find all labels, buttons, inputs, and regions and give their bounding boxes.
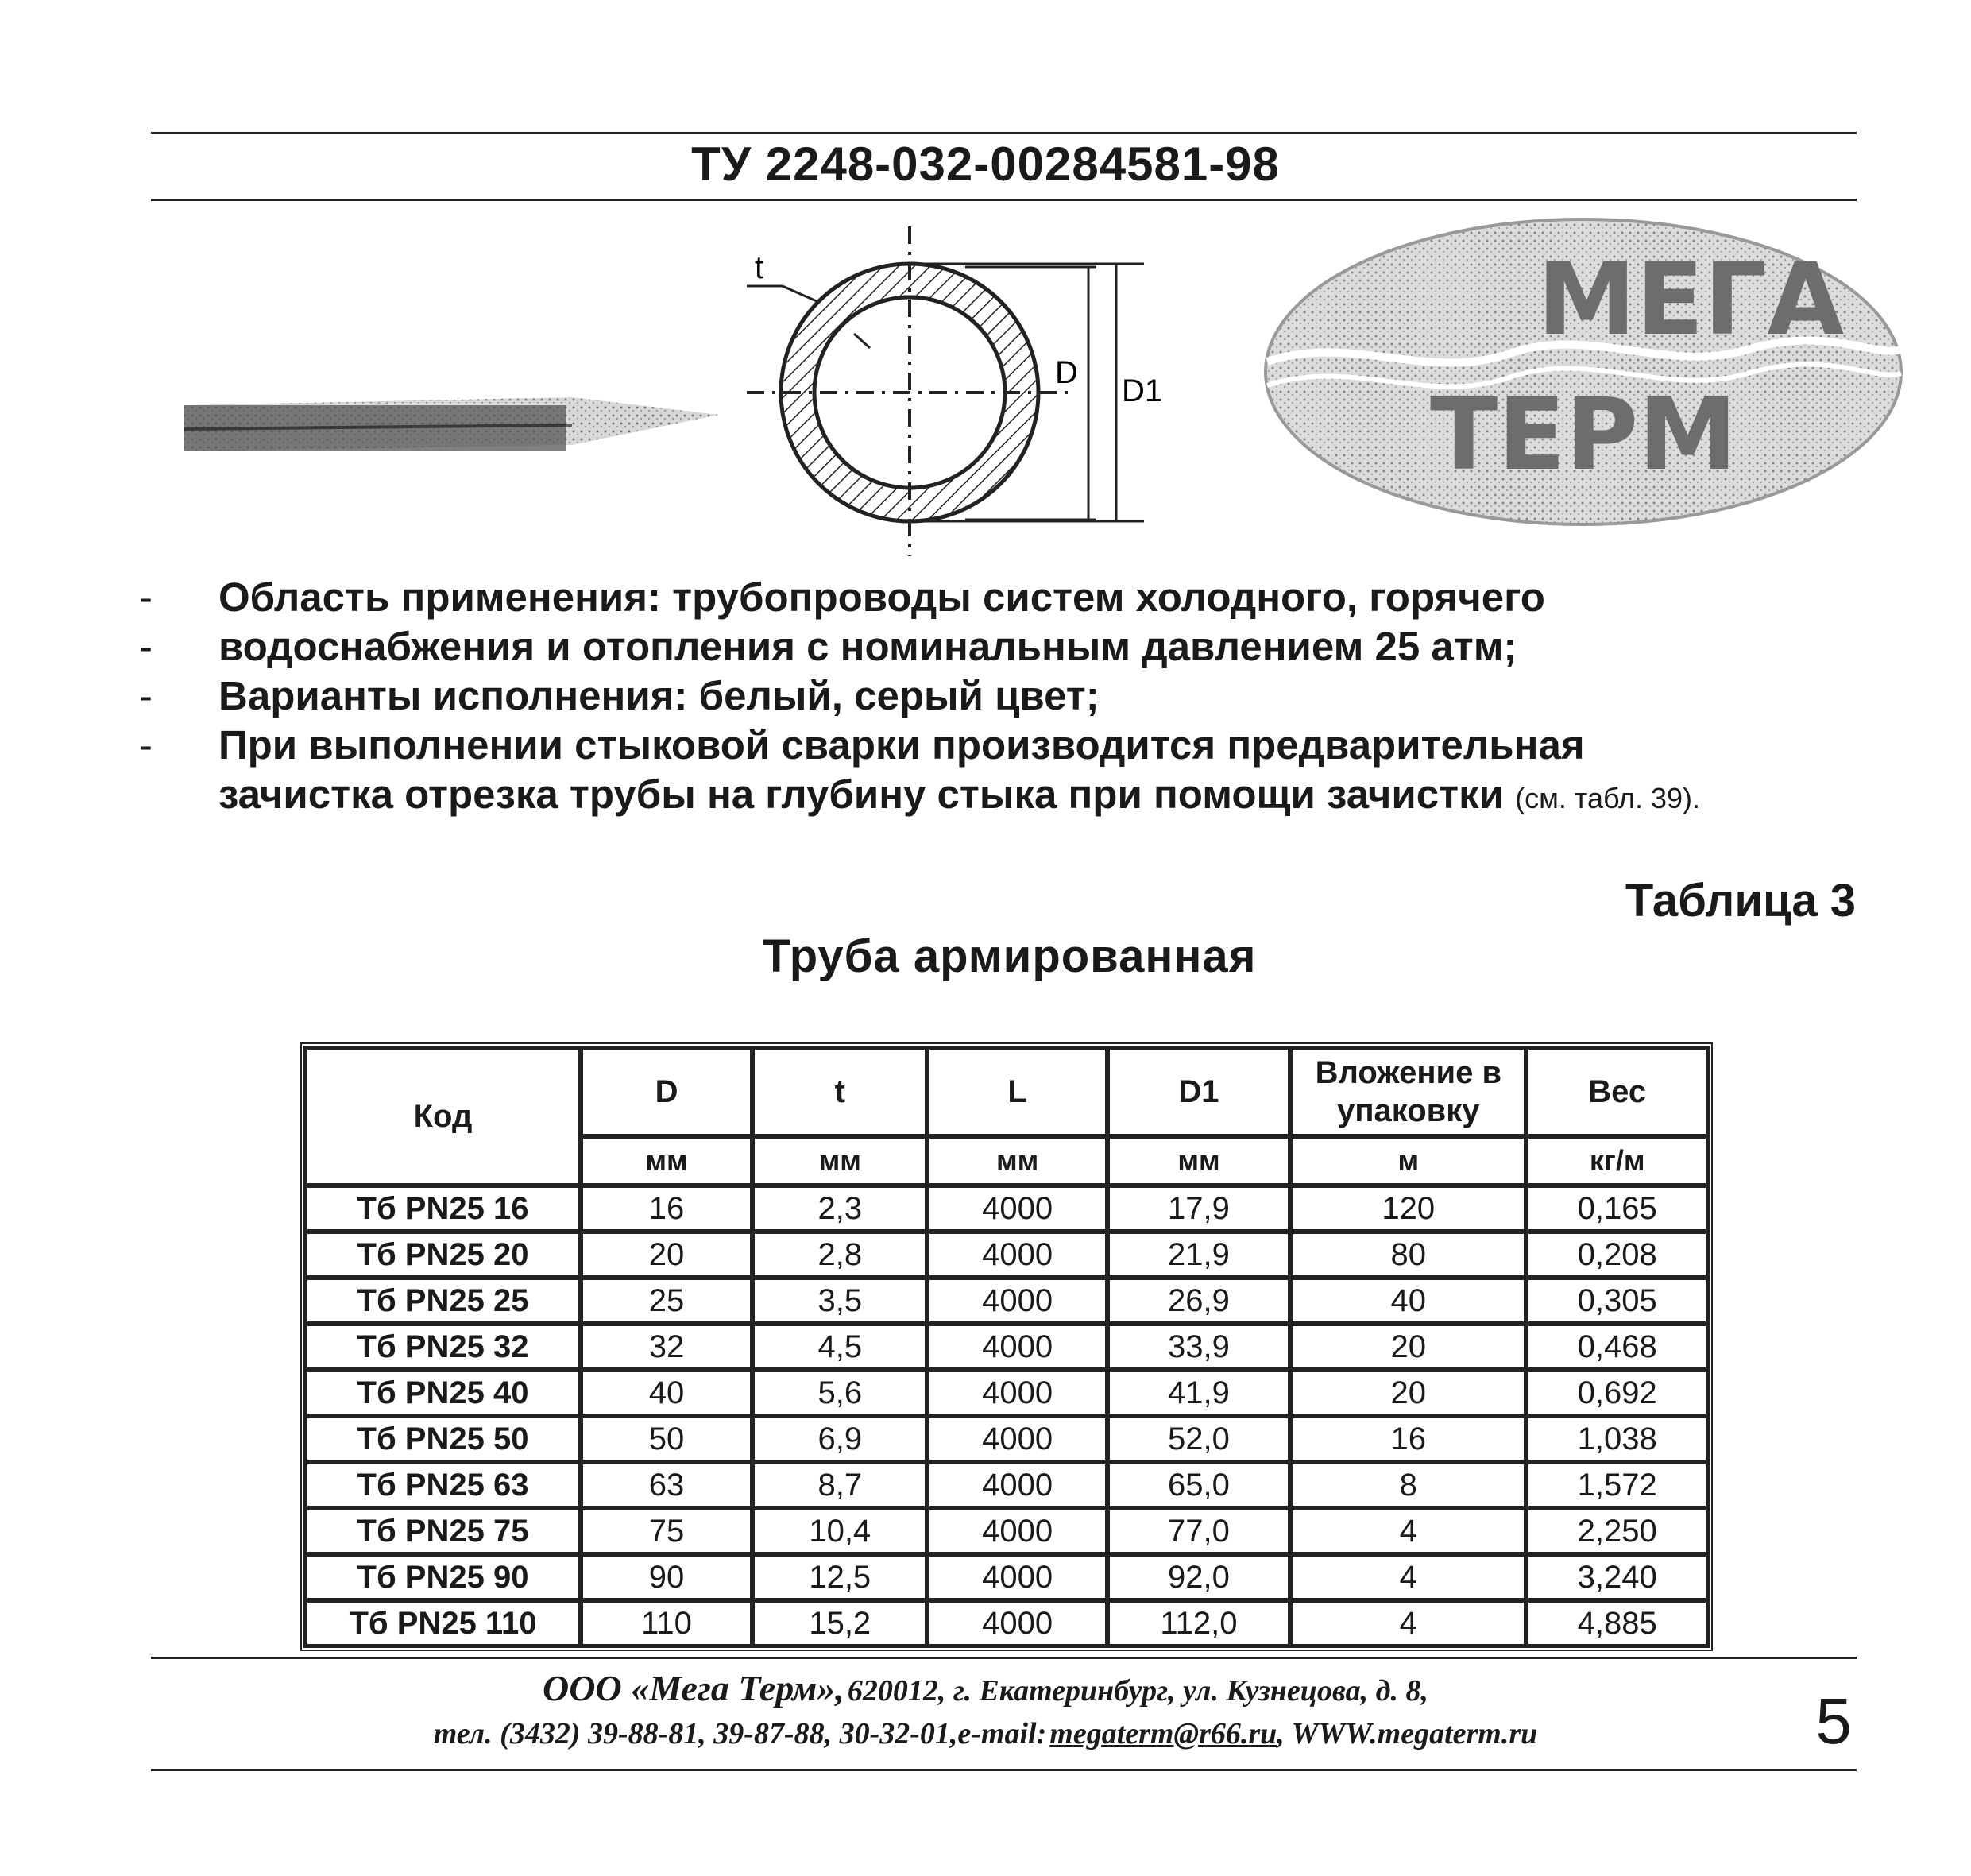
label-d1: D1 (1122, 373, 1163, 408)
table-label: Таблица 3 (1625, 875, 1856, 926)
cell-d1: 92,0 (1107, 1554, 1290, 1600)
cell-t: 12,5 (752, 1554, 927, 1600)
cell-pack-length: 40 (1290, 1278, 1526, 1324)
unit-d1: мм (1107, 1136, 1290, 1186)
cell-pack-length: 4 (1290, 1554, 1526, 1600)
label-d: D (1055, 355, 1078, 390)
bullet-text-main: зачистка отрезка трубы на глубину стыка при помощи зачистки (218, 772, 1504, 817)
header-t: t (752, 1047, 927, 1136)
cell-l: 4000 (927, 1416, 1107, 1462)
table-row (305, 1554, 1708, 1600)
cell-d: 50 (581, 1416, 752, 1462)
unit-weight: кг/м (1526, 1136, 1708, 1186)
table-row (305, 1186, 1708, 1232)
cell-d1: 41,9 (1107, 1370, 1290, 1416)
cell-d1: 33,9 (1107, 1324, 1290, 1370)
cell-pack-length: 16 (1290, 1416, 1526, 1462)
cell-weight: 1,572 (1526, 1462, 1708, 1508)
table-title: Труба армированная (762, 930, 1257, 982)
cell-code: Тб PN25 25 (305, 1278, 581, 1324)
bullet-text: Варианты исполнения: белый, серый цвет; (218, 673, 1100, 718)
unit-pack-length: м (1290, 1136, 1526, 1186)
cell-code: Тб PN25 40 (305, 1370, 581, 1416)
table-row (305, 1416, 1708, 1462)
bullet-dash: - (139, 722, 153, 768)
pipe-cross-section (747, 226, 1162, 556)
table-row (305, 1232, 1708, 1278)
cell-d1: 52,0 (1107, 1416, 1290, 1462)
cell-code: Тб PN25 63 (305, 1462, 581, 1508)
bullet-dash: - (139, 673, 153, 718)
cell-code: Тб PN25 75 (305, 1508, 581, 1554)
cell-d: 40 (581, 1370, 752, 1416)
cell-pack-length: 8 (1290, 1462, 1526, 1508)
footer-line-1 (0, 1667, 1971, 1709)
footer-top-rule (151, 1657, 1857, 1659)
footer-bottom-rule (151, 1769, 1857, 1771)
cell-d: 20 (581, 1232, 752, 1278)
cell-pack-length: 20 (1290, 1324, 1526, 1370)
cell-d: 90 (581, 1554, 752, 1600)
cell-d: 63 (581, 1462, 752, 1508)
cell-code: Тб PN25 32 (305, 1324, 581, 1370)
cell-code: Тб PN25 110 (305, 1600, 581, 1646)
cell-weight: 0,208 (1526, 1232, 1708, 1278)
cell-d: 25 (581, 1278, 752, 1324)
cell-t: 8,7 (752, 1462, 927, 1508)
cell-code: Тб PN25 16 (305, 1186, 581, 1232)
label-t: t (755, 250, 764, 285)
table-row (305, 1324, 1708, 1370)
bullet-dash: - (139, 624, 153, 669)
bullet-text: При выполнении стыковой сварки производится предварительная (218, 722, 1585, 768)
pipe-drawing (0, 0, 1971, 572)
table-row (305, 1508, 1708, 1554)
footer-website[interactable]: , WWW.megaterm.ru (1277, 1717, 1538, 1750)
footer-line-2 (0, 1716, 1971, 1751)
cell-t: 5,6 (752, 1370, 927, 1416)
cell-weight: 4,885 (1526, 1600, 1708, 1646)
cell-pack-length: 20 (1290, 1370, 1526, 1416)
cell-d1: 26,9 (1107, 1278, 1290, 1324)
cell-pack-length: 80 (1290, 1232, 1526, 1278)
cell-t: 3,5 (752, 1278, 927, 1324)
unit-l: мм (927, 1136, 1107, 1186)
bullet-text (218, 771, 1700, 818)
header-code: Код (305, 1047, 581, 1186)
cell-d1: 21,9 (1107, 1232, 1290, 1278)
cell-code: Тб PN25 90 (305, 1554, 581, 1600)
cell-l: 4000 (927, 1186, 1107, 1232)
cell-l: 4000 (927, 1278, 1107, 1324)
table-row (305, 1370, 1708, 1416)
logo-text-mega: МЕГА (1537, 242, 1845, 358)
cell-d: 16 (581, 1186, 752, 1232)
cell-t: 2,3 (752, 1186, 927, 1232)
header-pack-length: Вложение в упаковку (1290, 1047, 1526, 1136)
cell-code: Тб PN25 20 (305, 1232, 581, 1278)
cell-weight: 0,165 (1526, 1186, 1708, 1232)
cell-weight: 3,240 (1526, 1554, 1708, 1600)
bullet-dash: - (139, 574, 153, 620)
doc-code: ТУ 2248-032-00284581-98 (691, 137, 1280, 191)
cell-l: 4000 (927, 1232, 1107, 1278)
footer-email-link[interactable]: megaterm@r66.ru (1049, 1717, 1277, 1750)
cell-d: 32 (581, 1324, 752, 1370)
cell-l: 4000 (927, 1462, 1107, 1508)
pipe-spec-table (300, 1042, 1713, 1651)
footer-address: 620012, г. Екатеринбург, ул. Кузнецова, д. 8, (847, 1674, 1428, 1708)
table-row (305, 1278, 1708, 1324)
cell-weight: 0,305 (1526, 1278, 1708, 1324)
table-row (305, 1600, 1708, 1646)
logo-text-term: ТЕРМ (1430, 377, 1737, 493)
footer-company: ООО «Мега Терм», (543, 1668, 844, 1708)
cell-d: 75 (581, 1508, 752, 1554)
cell-pack-length: 120 (1290, 1186, 1526, 1232)
cell-t: 15,2 (752, 1600, 927, 1646)
page-number: 5 (1815, 1685, 1852, 1758)
header-d: D (581, 1047, 752, 1136)
cell-d1: 77,0 (1107, 1508, 1290, 1554)
cell-weight: 1,038 (1526, 1416, 1708, 1462)
bullet-text: Область применения: трубопроводы систем холодного, горячего (218, 574, 1545, 620)
cell-t: 4,5 (752, 1324, 927, 1370)
cell-d: 110 (581, 1600, 752, 1646)
cell-t: 10,4 (752, 1508, 927, 1554)
footer-phones: тел. (3432) 39-88-81, 39-87-88, 30-32-01,e-mail: (433, 1717, 1047, 1750)
header-weight: Вес (1526, 1047, 1708, 1136)
cell-l: 4000 (927, 1508, 1107, 1554)
cell-d1: 112,0 (1107, 1600, 1290, 1646)
cell-d1: 65,0 (1107, 1462, 1290, 1508)
header-l: L (927, 1047, 1107, 1136)
cell-t: 2,8 (752, 1232, 927, 1278)
table-reference-note: (см. табл. 39). (1515, 782, 1701, 814)
pipe-side-view (184, 397, 719, 451)
header-d1: D1 (1107, 1047, 1290, 1136)
bullet-text: водоснабжения и отопления с номинальным давлением 25 атм; (218, 624, 1517, 669)
cell-code: Тб PN25 50 (305, 1416, 581, 1462)
cell-d1: 17,9 (1107, 1186, 1290, 1232)
cell-t: 6,9 (752, 1416, 927, 1462)
cell-l: 4000 (927, 1324, 1107, 1370)
cell-weight: 2,250 (1526, 1508, 1708, 1554)
cell-pack-length: 4 (1290, 1600, 1526, 1646)
cell-l: 4000 (927, 1600, 1107, 1646)
mega-term-logo (1266, 219, 1901, 524)
cell-weight: 0,468 (1526, 1324, 1708, 1370)
cell-l: 4000 (927, 1554, 1107, 1600)
cell-weight: 0,692 (1526, 1370, 1708, 1416)
table-row (305, 1462, 1708, 1508)
unit-d: мм (581, 1136, 752, 1186)
cell-pack-length: 4 (1290, 1508, 1526, 1554)
cell-l: 4000 (927, 1370, 1107, 1416)
unit-t: мм (752, 1136, 927, 1186)
